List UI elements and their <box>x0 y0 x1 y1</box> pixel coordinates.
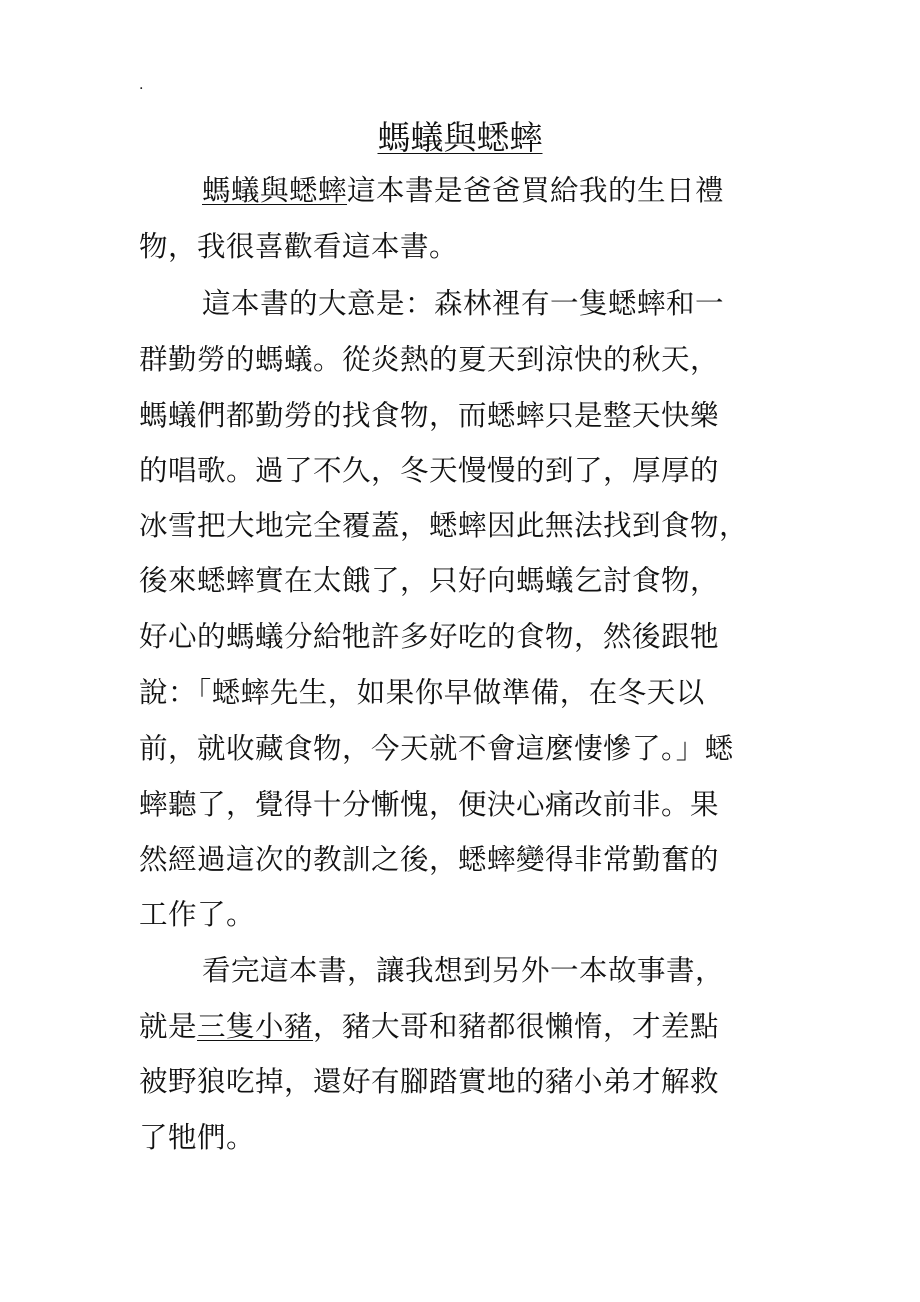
paragraph-1-line-1 <box>202 171 724 211</box>
paragraph-3-line-2-pre: 就是 <box>139 1010 198 1043</box>
paragraph-3-line-1: 看完這本書，讓我想到另外一本故事書， <box>202 954 725 987</box>
paragraph-2-line-6: 後來蟋蟀實在太餓了，只好向螞蟻乞討食物， <box>139 564 720 597</box>
paragraph-3-line-2 <box>139 1007 719 1047</box>
paragraph-2-line-1: 這本書的大意是：森林裡有一隻蟋蟀和一 <box>202 287 725 320</box>
paragraph-3-line-3: 被野狼吃掉，還好有腳踏實地的豬小弟才解救 <box>139 1065 720 1098</box>
document-title: 螞蟻與蟋蟀 <box>377 118 543 157</box>
paragraph-1-line-1-text: 這本書是爸爸買給我的生日禮 <box>347 174 725 207</box>
paragraph-2-line-9: 前，就收藏食物，今天就不會這麼悽慘了。」蟋 <box>139 732 734 765</box>
book-title-reference: 螞蟻與蟋蟀 <box>202 174 348 207</box>
paragraph-2-line-5: 冰雪把大地完全覆蓋，蟋蟀因此無法找到食物， <box>139 509 749 542</box>
paragraph-2-line-10: 蟀聽了，覺得十分慚愧，便決心痛改前非。果 <box>139 788 720 821</box>
paragraph-2-line-2: 群勤勞的螞蟻。從炎熱的夏天到涼快的秋天， <box>139 343 720 376</box>
paragraph-1-line-2: 物，我很喜歡看這本書。 <box>139 230 459 263</box>
page-dot: . <box>139 77 144 93</box>
paragraph-2-line-7: 好心的螞蟻分給牠許多好吃的食物，然後跟牠 <box>139 620 720 653</box>
paragraph-2-line-4: 的唱歌。過了不久，冬天慢慢的到了，厚厚的 <box>139 454 720 487</box>
paragraph-2-line-12: 工作了。 <box>139 898 256 931</box>
paragraph-2-line-11: 然經過這次的教訓之後，蟋蟀變得非常勤奮的 <box>139 843 720 876</box>
book-title-reference-2: 三隻小豬 <box>197 1010 314 1043</box>
paragraph-3-line-2-post: ，豬大哥和豬都很懶惰，才差點 <box>313 1010 720 1043</box>
paragraph-2-line-8: 說：「蟋蟀先生，如果你早做準備，在冬天以 <box>139 676 705 709</box>
paragraph-2-line-3: 螞蟻們都勤勞的找食物，而蟋蟀只是整天快樂 <box>139 399 720 432</box>
paragraph-3-line-4: 了牠們。 <box>139 1121 256 1154</box>
